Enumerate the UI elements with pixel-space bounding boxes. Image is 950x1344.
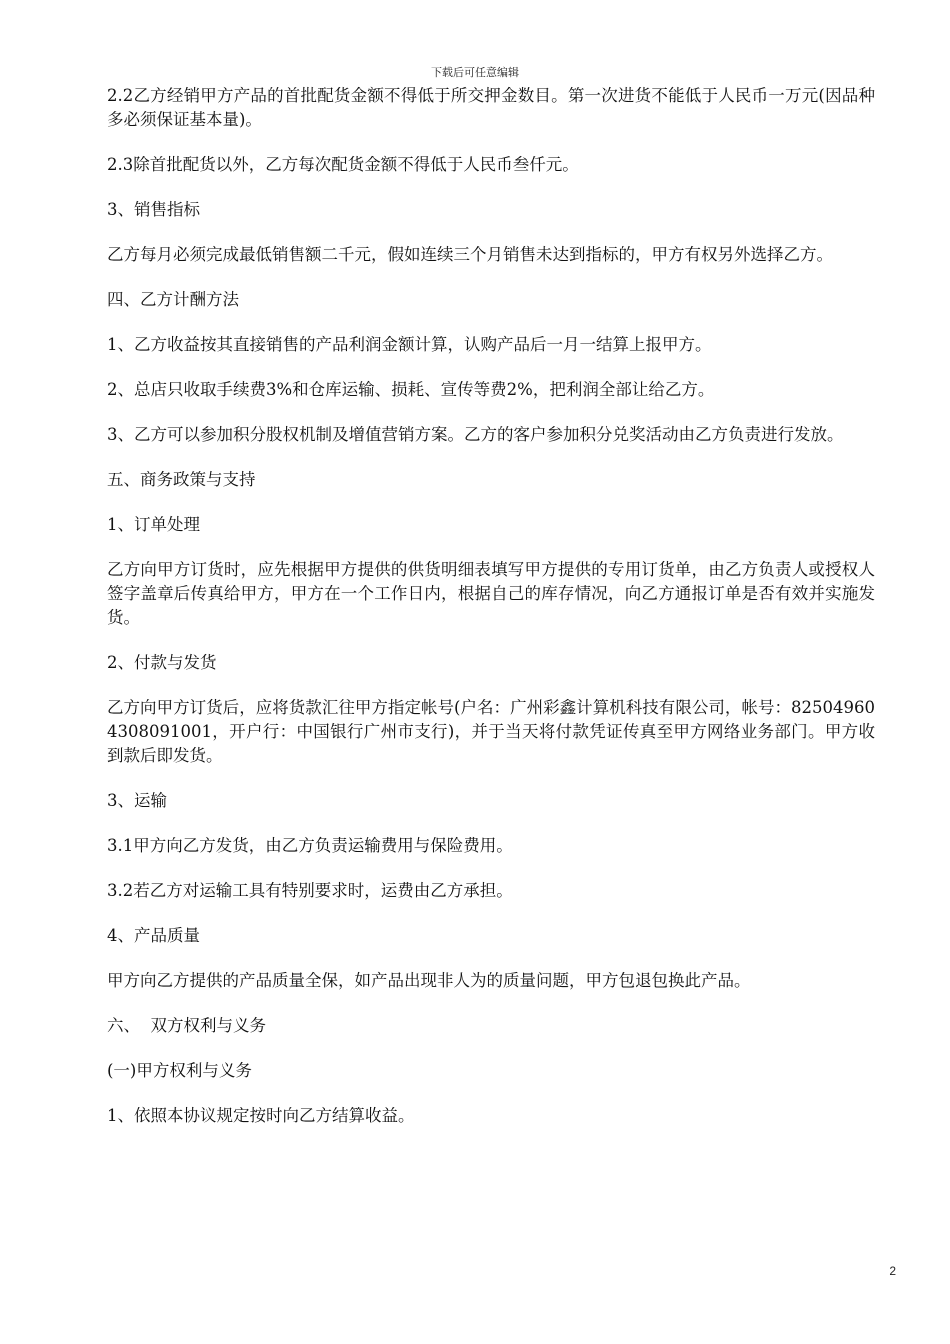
paragraph-payment-delivery: 乙方向甲方订货后，应将货款汇往甲方指定帐号(户名：广州彩鑫计算机科技有限公司，帐号：825049604308091001，开户行：中国银行广州市支行)，并于当天将付款凭证传真至甲方网络业务部门。甲方收到款后即发货。 [107,698,875,765]
paragraph-4-3: 3、乙方可以参加积分股权机制及增值营销方案。乙方的客户参加积分兑奖活动由乙方负责进行发放。 [107,425,844,444]
paragraph-4-1: 1、乙方收益按其直接销售的产品利润金额计算，认购产品后一月一结算上报甲方。 [107,335,712,354]
paragraph-3-1: 3.1甲方向乙方发货，由乙方负责运输费用与保险费用。 [107,836,513,855]
subheading-party-a-rights: (一)甲方权利与义务 [107,1061,252,1080]
paragraph-sales-target: 乙方每月必须完成最低销售额二千元，假如连续三个月销售未达到指标的，甲方有权另外选择乙方。 [107,245,833,264]
paragraph-4-2: 2、总店只收取手续费3%和仓库运输、损耗、宣传等费2%，把利润全部让给乙方。 [107,380,715,399]
section-heading-6: 六、 双方权利与义务 [107,1016,266,1035]
paragraph-6-1: 1、依照本协议规定按时向乙方结算收益。 [107,1106,415,1125]
section-heading-4: 四、乙方计酬方法 [107,290,239,309]
document-body [107,84,875,1149]
section-heading-5: 五、商务政策与支持 [107,470,256,489]
heading-transport: 3、运输 [107,791,167,810]
heading-order-processing: 1、订单处理 [107,515,200,534]
paragraph-order-processing: 乙方向甲方订货时，应先根据甲方提供的供货明细表填写甲方提供的专用订货单，由乙方负责人或授权人签字盖章后传真给甲方，甲方在一个工作日内，根据自己的库存情况，向乙方通报订单是否有效并实施发货。 [107,560,875,627]
paragraph-3-2: 3.2若乙方对运输工具有特别要求时，运费由乙方承担。 [107,881,513,900]
paragraph-2-2: 2.2乙方经销甲方产品的首批配货金额不得低于所交押金数目。第一次进货不能低于人民币一万元(因品种多必须保证基本量)。 [107,86,875,129]
heading-sales-target: 3、销售指标 [107,200,200,219]
page-number: 2 [889,1264,896,1278]
heading-product-quality: 4、产品质量 [107,926,200,945]
header-note: 下载后可任意编辑 [431,66,519,79]
paragraph-product-quality: 甲方向乙方提供的产品质量全保，如产品出现非人为的质量问题，甲方包退包换此产品。 [107,971,751,990]
paragraph-2-3: 2.3除首批配货以外，乙方每次配货金额不得低于人民币叁仟元。 [107,155,579,174]
heading-payment-delivery: 2、付款与发货 [107,653,217,672]
